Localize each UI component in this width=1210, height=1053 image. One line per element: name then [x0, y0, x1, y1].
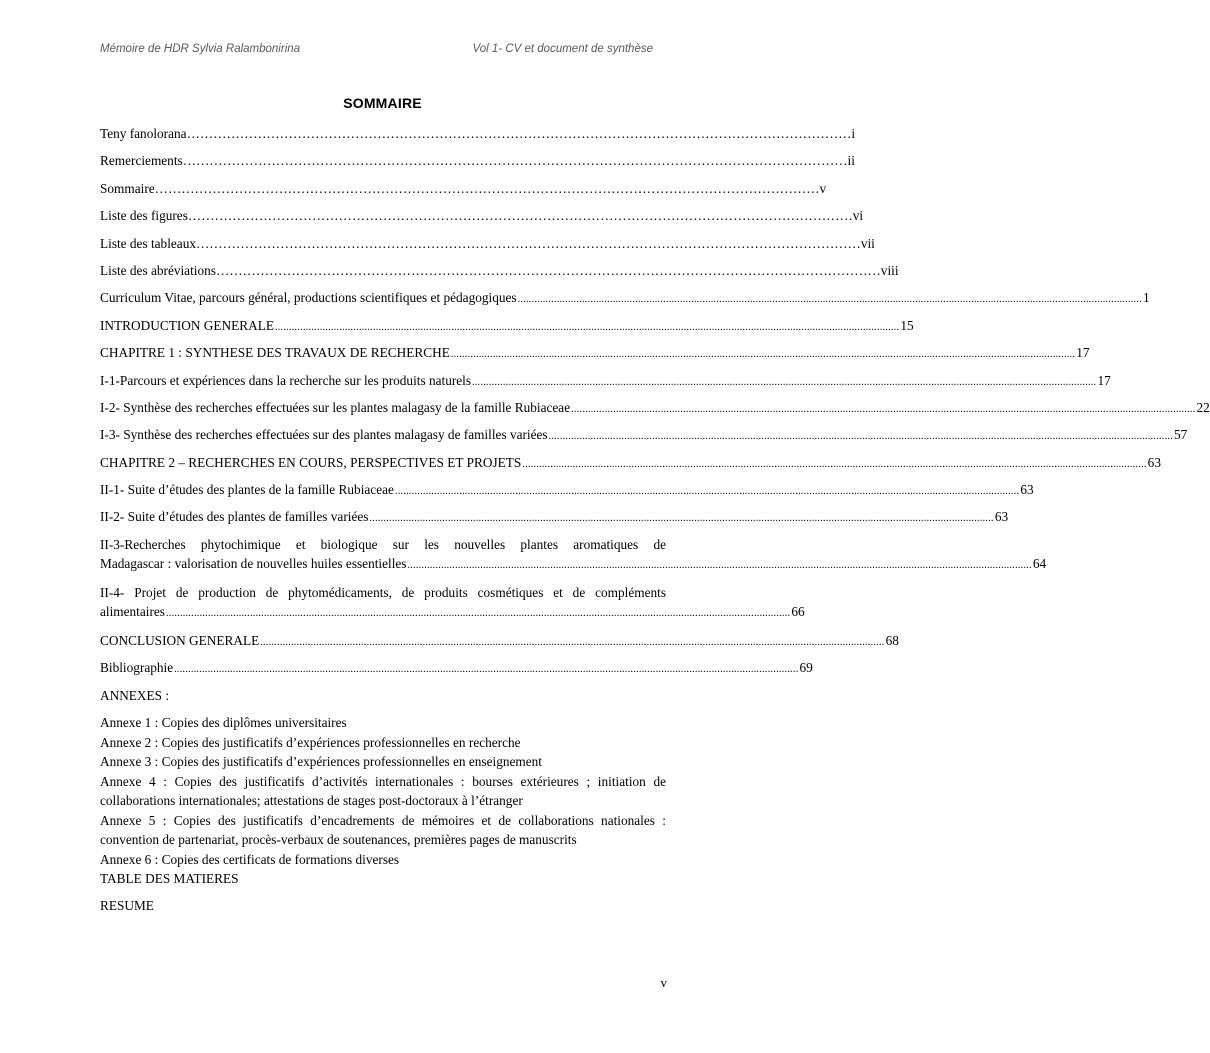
toc-entry-page: 57	[1174, 427, 1188, 443]
toc-entry-title: I-3- Synthèse des recherches effectuées sur des plantes malagasy de familles variées	[100, 427, 548, 443]
toc-entry-title: Liste des abréviations	[100, 262, 216, 278]
toc-leader: ...............................................................................................................................................................................................................................	[369, 513, 994, 525]
toc-entry-page: 64	[1032, 555, 1047, 571]
toc-leader: ...............................................................................................................................................................................................................................	[407, 559, 1032, 571]
toc-leader: ……………………………………………………………………………………………………………………………………	[187, 208, 853, 224]
toc-entry-page: 66	[791, 603, 805, 619]
toc-entry-page: i	[851, 126, 856, 141]
toc-entry-page: 68	[885, 632, 899, 648]
toc-entry-page: 22	[1196, 399, 1210, 415]
toc-entry-title-line2: Madagascar : valorisation de nouvelles huiles essentielles	[100, 555, 407, 571]
toc-entry-page: 17	[1076, 345, 1090, 361]
toc-entry-title: Teny fanolorana	[100, 126, 187, 141]
annex-item[interactable]: Annexe 3 : Copies des justificatifs d’expériences professionnelles en enseignement	[100, 754, 542, 770]
toc-entry[interactable]	[100, 480, 1034, 507]
table-of-contents	[100, 124, 1210, 916]
header-author: Mémoire de HDR Sylvia Ralambonirina	[100, 43, 301, 55]
table-des-matieres-entry[interactable]: TABLE DES MATIERES	[100, 871, 239, 887]
toc-entry-title: II-2- Suite d’études des plantes de familles variées	[100, 509, 369, 525]
annex-item[interactable]: Annexe 5 : Copies des justificatifs d’encadrements de mémoires et de collaborations nationales : convention de partenariat, procès-verbaux de soutenances, premières pages de manuscrits	[100, 812, 666, 848]
toc-leader: ...............................................................................................................................................................................................................................	[522, 458, 1147, 470]
toc-entry-title: Liste des tableaux	[100, 235, 196, 251]
toc-entry[interactable]	[100, 371, 1111, 398]
toc-entry-page: vi	[852, 208, 864, 224]
annexes-list	[100, 713, 666, 916]
toc-entry-page: 69	[799, 660, 813, 676]
toc-entry-title: Remerciements	[100, 153, 183, 169]
resume-entry[interactable]: RESUME	[100, 898, 154, 914]
toc-leader: ...............................................................................................................................................................................................................................	[174, 664, 799, 676]
toc-entry[interactable]	[100, 425, 1188, 452]
toc-entry[interactable]	[100, 124, 856, 151]
toc-leader: ...............................................................................................................................................................................................................................	[165, 607, 791, 619]
toc-entry-page: 63	[1020, 482, 1034, 498]
toc-entry-page: vii	[860, 235, 875, 251]
toc-entry[interactable]	[100, 288, 1150, 315]
toc-leader: ……………………………………………………………………………………………………………………………………	[154, 180, 820, 196]
toc-leader: ……………………………………………………………………………………………………………………………………	[196, 235, 861, 251]
toc-entry-page: 1	[1143, 290, 1150, 306]
toc-entry[interactable]	[100, 261, 899, 288]
annex-item[interactable]: Annexe 4 : Copies des justificatifs d’activités internationales : bourses extérieures ; initiation de collaborations internationales; attestations de stages post-doctoraux à l’étranger	[100, 773, 666, 809]
toc-entry-title: CONCLUSION GENERALE	[100, 632, 260, 648]
toc-entry-title: Bibliographie	[100, 660, 174, 676]
toc-entry-title: CHAPITRE 1 : SYNTHESE DES TRAVAUX DE RECHERCHE	[100, 345, 450, 361]
page-title: SOMMAIRE	[343, 95, 422, 111]
toc-entry[interactable]	[100, 179, 827, 206]
toc-leader: ...............................................................................................................................................................................................................................	[472, 376, 1097, 388]
toc-entry-title: Curriculum Vitae, parcours général, productions scientifiques et pédagogiques	[100, 290, 517, 306]
page-number: v	[660, 975, 667, 990]
toc-entry[interactable]	[100, 535, 1047, 575]
toc-entry-title: INTRODUCTION GENERALE	[100, 317, 274, 333]
toc-entry[interactable]	[100, 206, 864, 233]
toc-leader: ……………………………………………………………………………………………………………………………………	[186, 126, 852, 141]
annex-item[interactable]: Annexe 2 : Copies des justificatifs d’expériences professionnelles en recherche	[100, 734, 521, 750]
toc-entry[interactable]	[100, 398, 1210, 425]
toc-leader: ...............................................................................................................................................................................................................................	[260, 636, 885, 648]
toc-entry-page: 63	[994, 509, 1009, 525]
toc-leader: ...............................................................................................................................................................................................................................	[517, 294, 1142, 306]
toc-entry-page: viii	[880, 262, 899, 278]
toc-entry-title: II-1- Suite d’études des plantes de la famille Rubiaceae	[100, 482, 394, 498]
annex-item[interactable]: Annexe 1 : Copies des diplômes universitaires	[100, 715, 347, 731]
toc-entry-title: I-1-Parcours et expériences dans la recherche sur les produits naturels	[100, 372, 472, 388]
toc-entry-title-line2: alimentaires	[100, 603, 165, 619]
toc-entry[interactable]	[100, 343, 1090, 370]
toc-leader: ...............................................................................................................................................................................................................................	[274, 321, 900, 333]
toc-leader: ...............................................................................................................................................................................................................................	[571, 403, 1196, 415]
toc-entry[interactable]	[100, 234, 875, 261]
toc-entry[interactable]	[100, 658, 813, 685]
toc-entry-page: ii	[847, 153, 855, 169]
toc-leader: ……………………………………………………………………………………………………………………………………	[215, 262, 881, 278]
toc-entry[interactable]	[100, 151, 855, 178]
toc-entry[interactable]	[100, 507, 1009, 534]
annex-item[interactable]: Annexe 6 : Copies des certificats de formations diverses	[100, 851, 400, 867]
toc-leader: ...............................................................................................................................................................................................................................	[394, 486, 1020, 498]
toc-entry-title: I-2- Synthèse des recherches effectuées sur les plantes malagasy de la famille Rubiaceae	[100, 399, 571, 415]
toc-entry[interactable]	[100, 583, 805, 623]
toc-entry-title: Sommaire	[100, 180, 155, 196]
toc-entry-page: 63	[1147, 454, 1161, 470]
header-volume: Vol 1- CV et document de synthèse	[472, 43, 653, 55]
toc-entry[interactable]	[100, 316, 914, 343]
toc-entry-page: 15	[900, 317, 914, 333]
page-header	[100, 43, 653, 55]
toc-entry[interactable]	[100, 631, 899, 658]
toc-entry-title: Liste des figures	[100, 208, 188, 224]
annexes-heading: ANNEXES :	[100, 687, 170, 703]
toc-entry-title-line1: II-3-Recherches phytochimique et biologique sur les nouvelles plantes aromatiques de	[100, 536, 666, 552]
toc-leader: ...............................................................................................................................................................................................................................	[450, 349, 1076, 361]
toc-leader: ...............................................................................................................................................................................................................................	[548, 431, 1174, 443]
toc-leader: ……………………………………………………………………………………………………………………………………	[182, 153, 848, 169]
toc-entry[interactable]	[100, 453, 1161, 480]
toc-entry-title: CHAPITRE 2 – RECHERCHES EN COURS, PERSPECTIVES ET PROJETS	[100, 454, 522, 470]
toc-entry-title-line1: II-4- Projet de production de phytomédicaments, de produits cosmétiques et de compléments	[100, 584, 666, 600]
toc-entry-page: v	[819, 180, 827, 196]
toc-entry-page: 17	[1097, 372, 1111, 388]
